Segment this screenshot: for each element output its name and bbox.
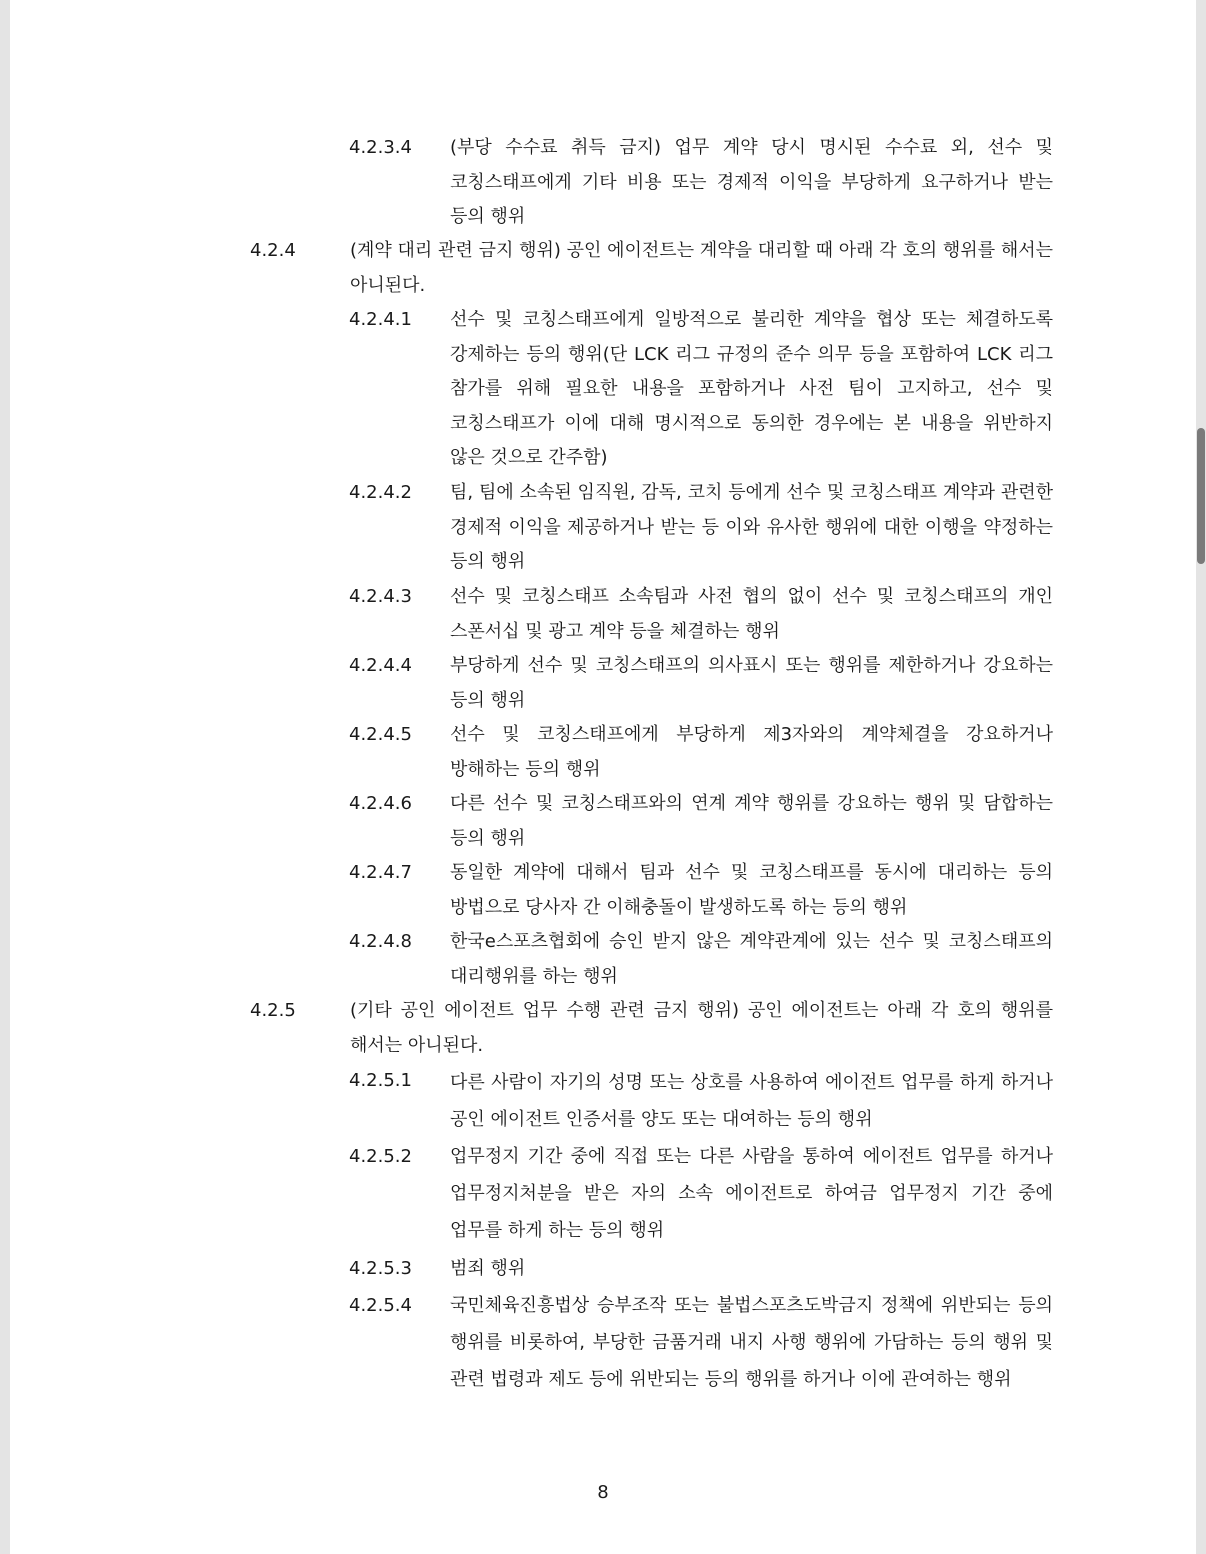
clause-number: 4.2.4.2 bbox=[349, 482, 412, 503]
clause-text: 선수 및 코칭스태프에게 일방적으로 불리한 계약을 협상 또는 체결하도록 강제하는 등의 행위(단 LCK 리그 규정의 준수 의무 등을 포함하여 LCK 리그 참가를 위해 필요한 내용을 포함하거나 사전 팀이 고지하고, 선수 및 코칭스태프가 이에 대해 명시적으로 동의한 경우에는 본 내용을 위반하지 않은 것으로 간주함) bbox=[450, 309, 1053, 468]
clause-text: 동일한 계약에 대해서 팀과 선수 및 코칭스태프를 동시에 대리하는 등의 방법으로 당사자 간 이해충돌이 발생하도록 하는 등의 행위 bbox=[450, 862, 1053, 918]
clause-number: 4.2.5.4 bbox=[349, 1295, 412, 1316]
clause-text: (부당 수수료 취득 금지) 업무 계약 당시 명시된 수수료 외, 선수 및 코칭스태프에게 기타 비용 또는 경제적 이익을 부당하게 요구하거나 받는 등의 행위 bbox=[450, 137, 1053, 227]
clause-number: 4.2.5.1 bbox=[349, 1070, 412, 1091]
clause-number: 4.2.5 bbox=[250, 1000, 296, 1021]
clause-text: 국민체육진흥법상 승부조작 또는 불법스포츠도박금지 정책에 위반되는 등의 행위를 비롯하여, 부당한 금품거래 내지 사행 행위에 가담하는 등의 행위 및 관련 법령과 제도 등에 위반되는 등의 행위를 하거나 이에 관여하는 행위 bbox=[450, 1295, 1053, 1390]
clause-number: 4.2.5.3 bbox=[349, 1258, 412, 1279]
clause-text: 다른 선수 및 코칭스태프와의 연계 계약 행위를 강요하는 행위 및 담합하는 등의 행위 bbox=[450, 793, 1053, 849]
clause-text: 범죄 행위 bbox=[450, 1258, 526, 1279]
clause-number: 4.2.4.1 bbox=[349, 309, 412, 330]
vertical-scrollbar-thumb[interactable] bbox=[1197, 428, 1205, 564]
clause-text: 한국e스포츠협회에 승인 받지 않은 계약관계에 있는 선수 및 코칭스태프의 대리행위를 하는 행위 bbox=[450, 931, 1053, 987]
clause-number: 4.2.5.2 bbox=[349, 1146, 412, 1167]
clause-text: 업무정지 기간 중에 직접 또는 다른 사람을 통하여 에이전트 업무를 하거나 업무정지처분을 받은 자의 소속 에이전트로 하여금 업무정지 기간 중에 업무를 하게 하는 등의 행위 bbox=[450, 1146, 1053, 1241]
clause-number: 4.2.4 bbox=[250, 240, 296, 261]
clause-number: 4.2.4.4 bbox=[349, 655, 412, 676]
clause-number: 4.2.3.4 bbox=[349, 137, 412, 158]
clause-number: 4.2.4.3 bbox=[349, 586, 412, 607]
clause-number: 4.2.4.8 bbox=[349, 931, 412, 952]
clause-text: (기타 공인 에이전트 업무 수행 관련 금지 행위) 공인 에이전트는 아래 각 호의 행위를 해서는 아니된다. bbox=[350, 1000, 1053, 1056]
clause-text: 다른 사람이 자기의 성명 또는 상호를 사용하여 에이전트 업무를 하게 하거나 공인 에이전트 인증서를 양도 또는 대여하는 등의 행위 bbox=[450, 1072, 1053, 1130]
clause-number: 4.2.4.7 bbox=[349, 862, 412, 883]
clause-text: 선수 및 코칭스태프에게 부당하게 제3자와의 계약체결을 강요하거나 방해하는 등의 행위 bbox=[450, 724, 1053, 780]
clause-text: 팀, 팀에 소속된 임직원, 감독, 코치 등에게 선수 및 코칭스태프 계약과 관련한 경제적 이익을 제공하거나 받는 등 이와 유사한 행위에 대한 이행을 약정하는 등의 행위 bbox=[450, 482, 1053, 572]
clause-number: 4.2.4.6 bbox=[349, 793, 412, 814]
clause-text: (계약 대리 관련 금지 행위) 공인 에이전트는 계약을 대리할 때 아래 각 호의 행위를 해서는 아니된다. bbox=[350, 240, 1053, 296]
clause-text: 선수 및 코칭스태프 소속팀과 사전 협의 없이 선수 및 코칭스태프의 개인 스폰서십 및 광고 계약 등을 체결하는 행위 bbox=[450, 586, 1053, 642]
document-page bbox=[10, 0, 1196, 1554]
clause-number: 4.2.4.5 bbox=[349, 724, 412, 745]
page-number: 8 bbox=[597, 1482, 609, 1503]
clause-text: 부당하게 선수 및 코칭스태프의 의사표시 또는 행위를 제한하거나 강요하는 등의 행위 bbox=[450, 655, 1053, 711]
